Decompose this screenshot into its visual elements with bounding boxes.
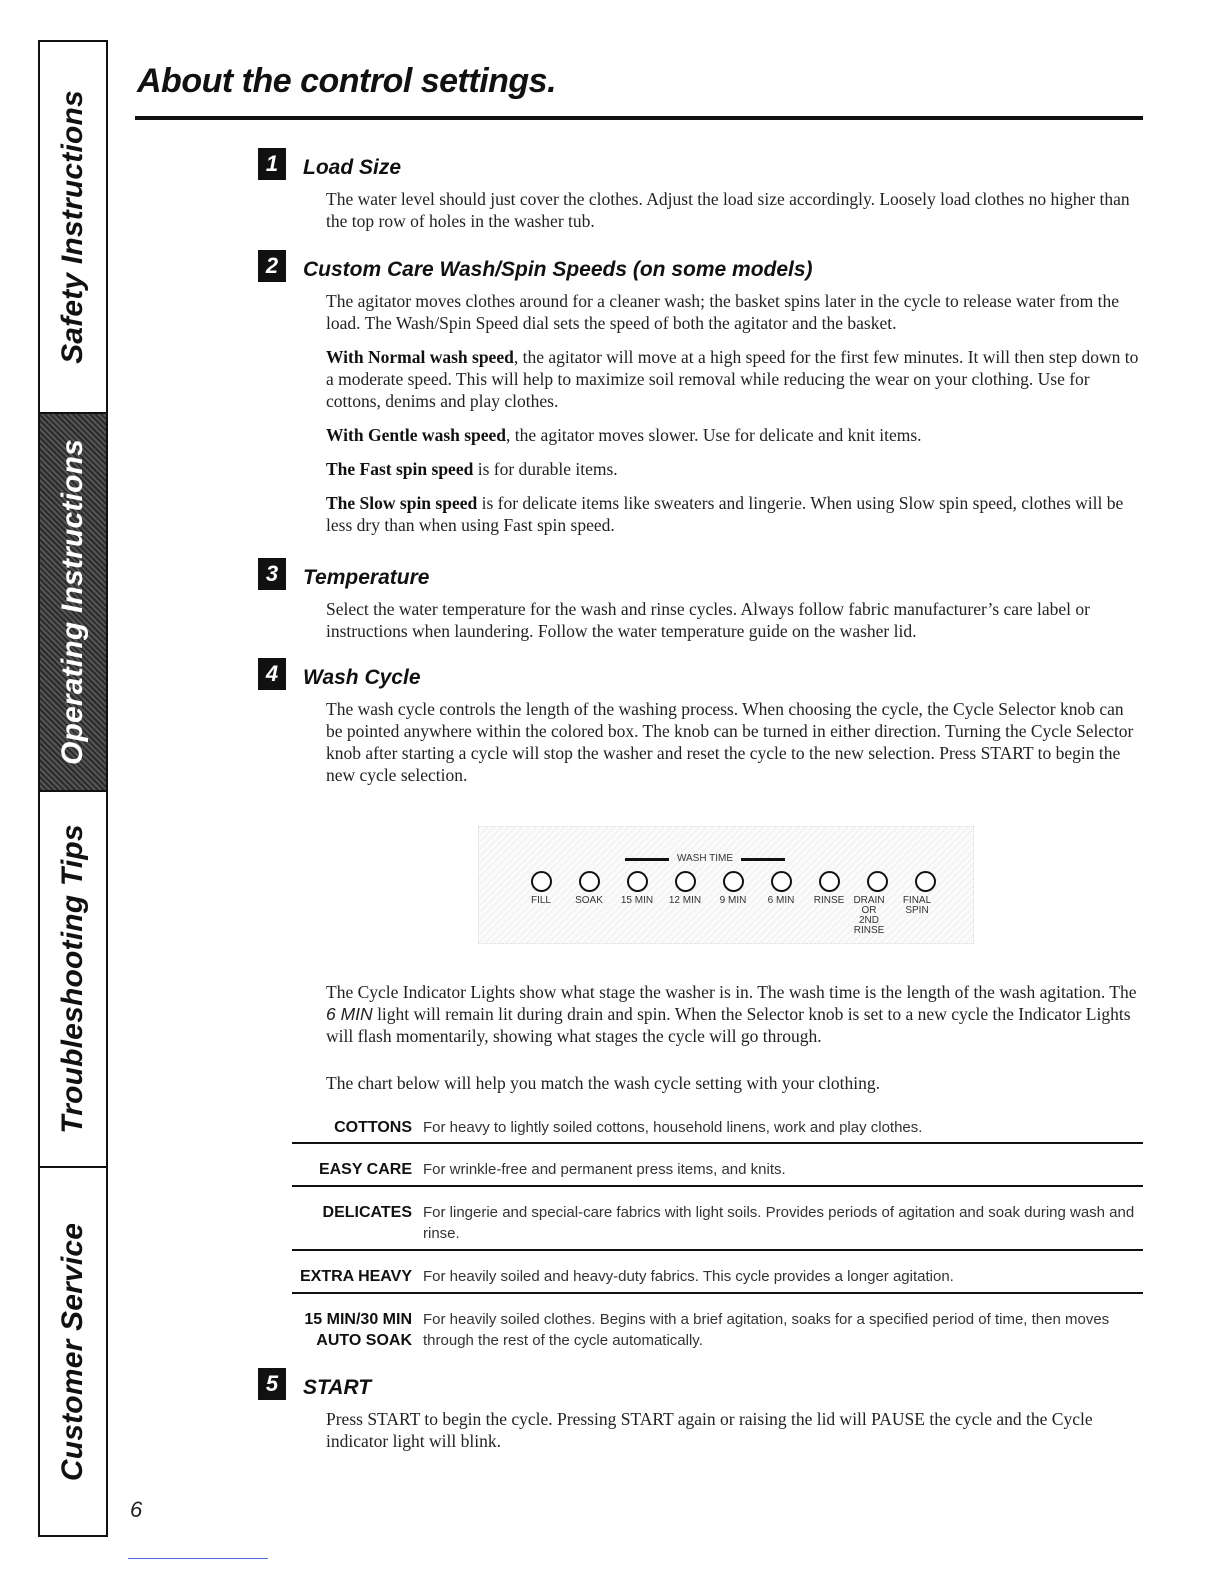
cycle-description: For lingerie and special-care fabrics with light soils. Provides periods of agitation and soak during wash and rinse. xyxy=(423,1204,1135,1242)
section-title: Wash Cycle xyxy=(303,666,421,689)
table-row xyxy=(292,1294,1143,1356)
normal-speed-paragraph: With Normal wash speed, the agitator will move at a high speed for the first few minutes. It will then step down to a moderate speed. This will help to maximize soil removal while reducing the wear on your clothing. Use for cottons, denims and play clothes. xyxy=(326,347,1139,411)
section-number-badge: 4 xyxy=(258,658,286,690)
light-label: 6 MIN xyxy=(767,895,795,906)
section-title: START xyxy=(303,1376,372,1399)
fast-spin-paragraph: The Fast spin speed is for durable items. xyxy=(326,459,618,479)
chart-intro-paragraph: The chart below will help you match the wash cycle setting with your clothing. xyxy=(326,1073,881,1093)
section-temperature xyxy=(258,558,1143,642)
wash-cycle-chart xyxy=(292,1117,1143,1356)
indicator-light-15-min xyxy=(627,871,648,892)
cycle-name: EASY CARE xyxy=(318,1161,412,1178)
cycle-name: COTTONS xyxy=(334,1119,412,1136)
footer-rule xyxy=(128,1558,268,1559)
page-title: About the control settings. xyxy=(137,62,557,100)
table-row xyxy=(292,1144,1143,1187)
table-row xyxy=(292,1251,1143,1294)
tab-label: Safety Instructions xyxy=(56,90,89,364)
section-number-badge: 3 xyxy=(258,558,286,590)
slow-spin-paragraph: The Slow spin speed is for delicate items like sweaters and lingerie. When using Slow spin speed, clothes will be less dry than when using Fast spin speed. xyxy=(326,493,1124,535)
gentle-speed-paragraph: With Gentle wash speed, the agitator moves slower. Use for delicate and knit items. xyxy=(326,425,922,445)
tab-label: Customer Service xyxy=(56,1222,89,1481)
section-title: Temperature xyxy=(303,566,430,589)
section-title: Custom Care Wash/Spin Speeds (on some models) xyxy=(303,258,813,281)
section-start xyxy=(258,1368,1143,1452)
section-wash-cycle xyxy=(258,658,1143,786)
indicator-light-final-spin xyxy=(915,871,936,892)
indicator-light-6-min xyxy=(771,871,792,892)
light-label: 12 MIN xyxy=(668,895,702,906)
cycle-description: For heavy to lightly soiled cottons, household linens, work and play clothes. xyxy=(423,1119,923,1136)
title-divider xyxy=(135,116,1143,120)
section-load-size xyxy=(258,148,1143,232)
section-number-badge: 1 xyxy=(258,148,286,180)
section-wash-spin-speeds xyxy=(258,250,1143,536)
tab-label: Troubleshooting Tips xyxy=(56,824,89,1134)
light-label: FILL xyxy=(530,895,551,906)
cycle-description: For heavily soiled clothes. Begins with a brief agitation, soaks for a specified period of time, then moves through the rest of the cycle automatically. xyxy=(423,1311,1110,1349)
cycle-name: DELICATES xyxy=(322,1204,412,1221)
indicator-light-rinse xyxy=(819,871,840,892)
table-row xyxy=(292,1187,1143,1251)
section-paragraph: Press START to begin the cycle. Pressing START again or raising the lid will PAUSE the cycle and the Cycle indicator light will blink. xyxy=(326,1409,1093,1451)
cycle-name: 15 MIN/30 MIN AUTO SOAK xyxy=(304,1311,412,1349)
light-label: FINAL SPIN xyxy=(902,895,932,916)
indicator-light-9-min xyxy=(723,871,744,892)
indicator-light-12-min xyxy=(675,871,696,892)
indicator-lights-paragraph: The Cycle Indicator Lights show what stage the washer is in. The wash time is the length of the wash agitation. The 6 MIN light will remain lit during drain and spin. When the Selector knob is set to a new cycle the Indicator Lights will flash momentarily, showing what stages the cycle will go through. xyxy=(326,982,1137,1046)
tab-operating-instructions[interactable] xyxy=(40,414,106,792)
table-row xyxy=(292,1117,1143,1144)
cycle-name: EXTRA HEAVY xyxy=(299,1268,412,1285)
indicator-light-fill xyxy=(531,871,552,892)
section-title: Load Size xyxy=(303,156,402,179)
indicator-light-drain xyxy=(867,871,888,892)
section-number-badge: 2 xyxy=(258,250,286,282)
light-label: DRAIN OR 2ND RINSE xyxy=(853,895,885,936)
cycle-description: For heavily soiled and heavy-duty fabrics. This cycle provides a longer agitation. xyxy=(423,1268,954,1285)
indicator-light-soak xyxy=(579,871,600,892)
tab-customer-service[interactable] xyxy=(40,1168,106,1535)
light-label: RINSE xyxy=(813,895,845,906)
section-number-badge: 5 xyxy=(258,1368,286,1400)
tab-troubleshooting-tips[interactable] xyxy=(40,792,106,1168)
section-paragraph: Select the water temperature for the wash and rinse cycles. Always follow fabric manufacturer’s care label or instructions when laundering. Follow the water temperature guide on the washer lid. xyxy=(326,599,1091,641)
section-paragraph: The wash cycle controls the length of the washing process. When choosing the cycle, the Cycle Selector knob can be pointed anywhere within the colored box. The knob can be turned in either direction. Turning the Cycle Selector knob after starting a cycle will stop the washer and reset the cycle to the new selection. Press START to begin the new cycle selection. xyxy=(326,699,1134,785)
wash-time-label: WASH TIME xyxy=(625,853,785,864)
section-paragraph: The water level should just cover the clothes. Adjust the load size accordingly. Loosely load clothes no higher than the top row of holes in the washer tub. xyxy=(326,189,1130,231)
side-tab-bar xyxy=(38,40,108,1537)
tab-label: Operating Instructions xyxy=(56,438,89,766)
cycle-indicator-panel xyxy=(478,826,974,944)
page-number: 6 xyxy=(130,1497,143,1522)
light-label: 15 MIN xyxy=(620,895,654,906)
light-label: 9 MIN xyxy=(719,895,747,906)
cycle-description: For wrinkle-free and permanent press items, and knits. xyxy=(423,1161,786,1178)
light-label: SOAK xyxy=(575,895,603,906)
section-paragraph: The agitator moves clothes around for a cleaner wash; the basket spins later in the cycle to release water from the load. The Wash/Spin Speed dial sets the speed of both the agitator and the basket. xyxy=(326,291,1120,333)
tab-safety-instructions[interactable] xyxy=(40,42,106,414)
